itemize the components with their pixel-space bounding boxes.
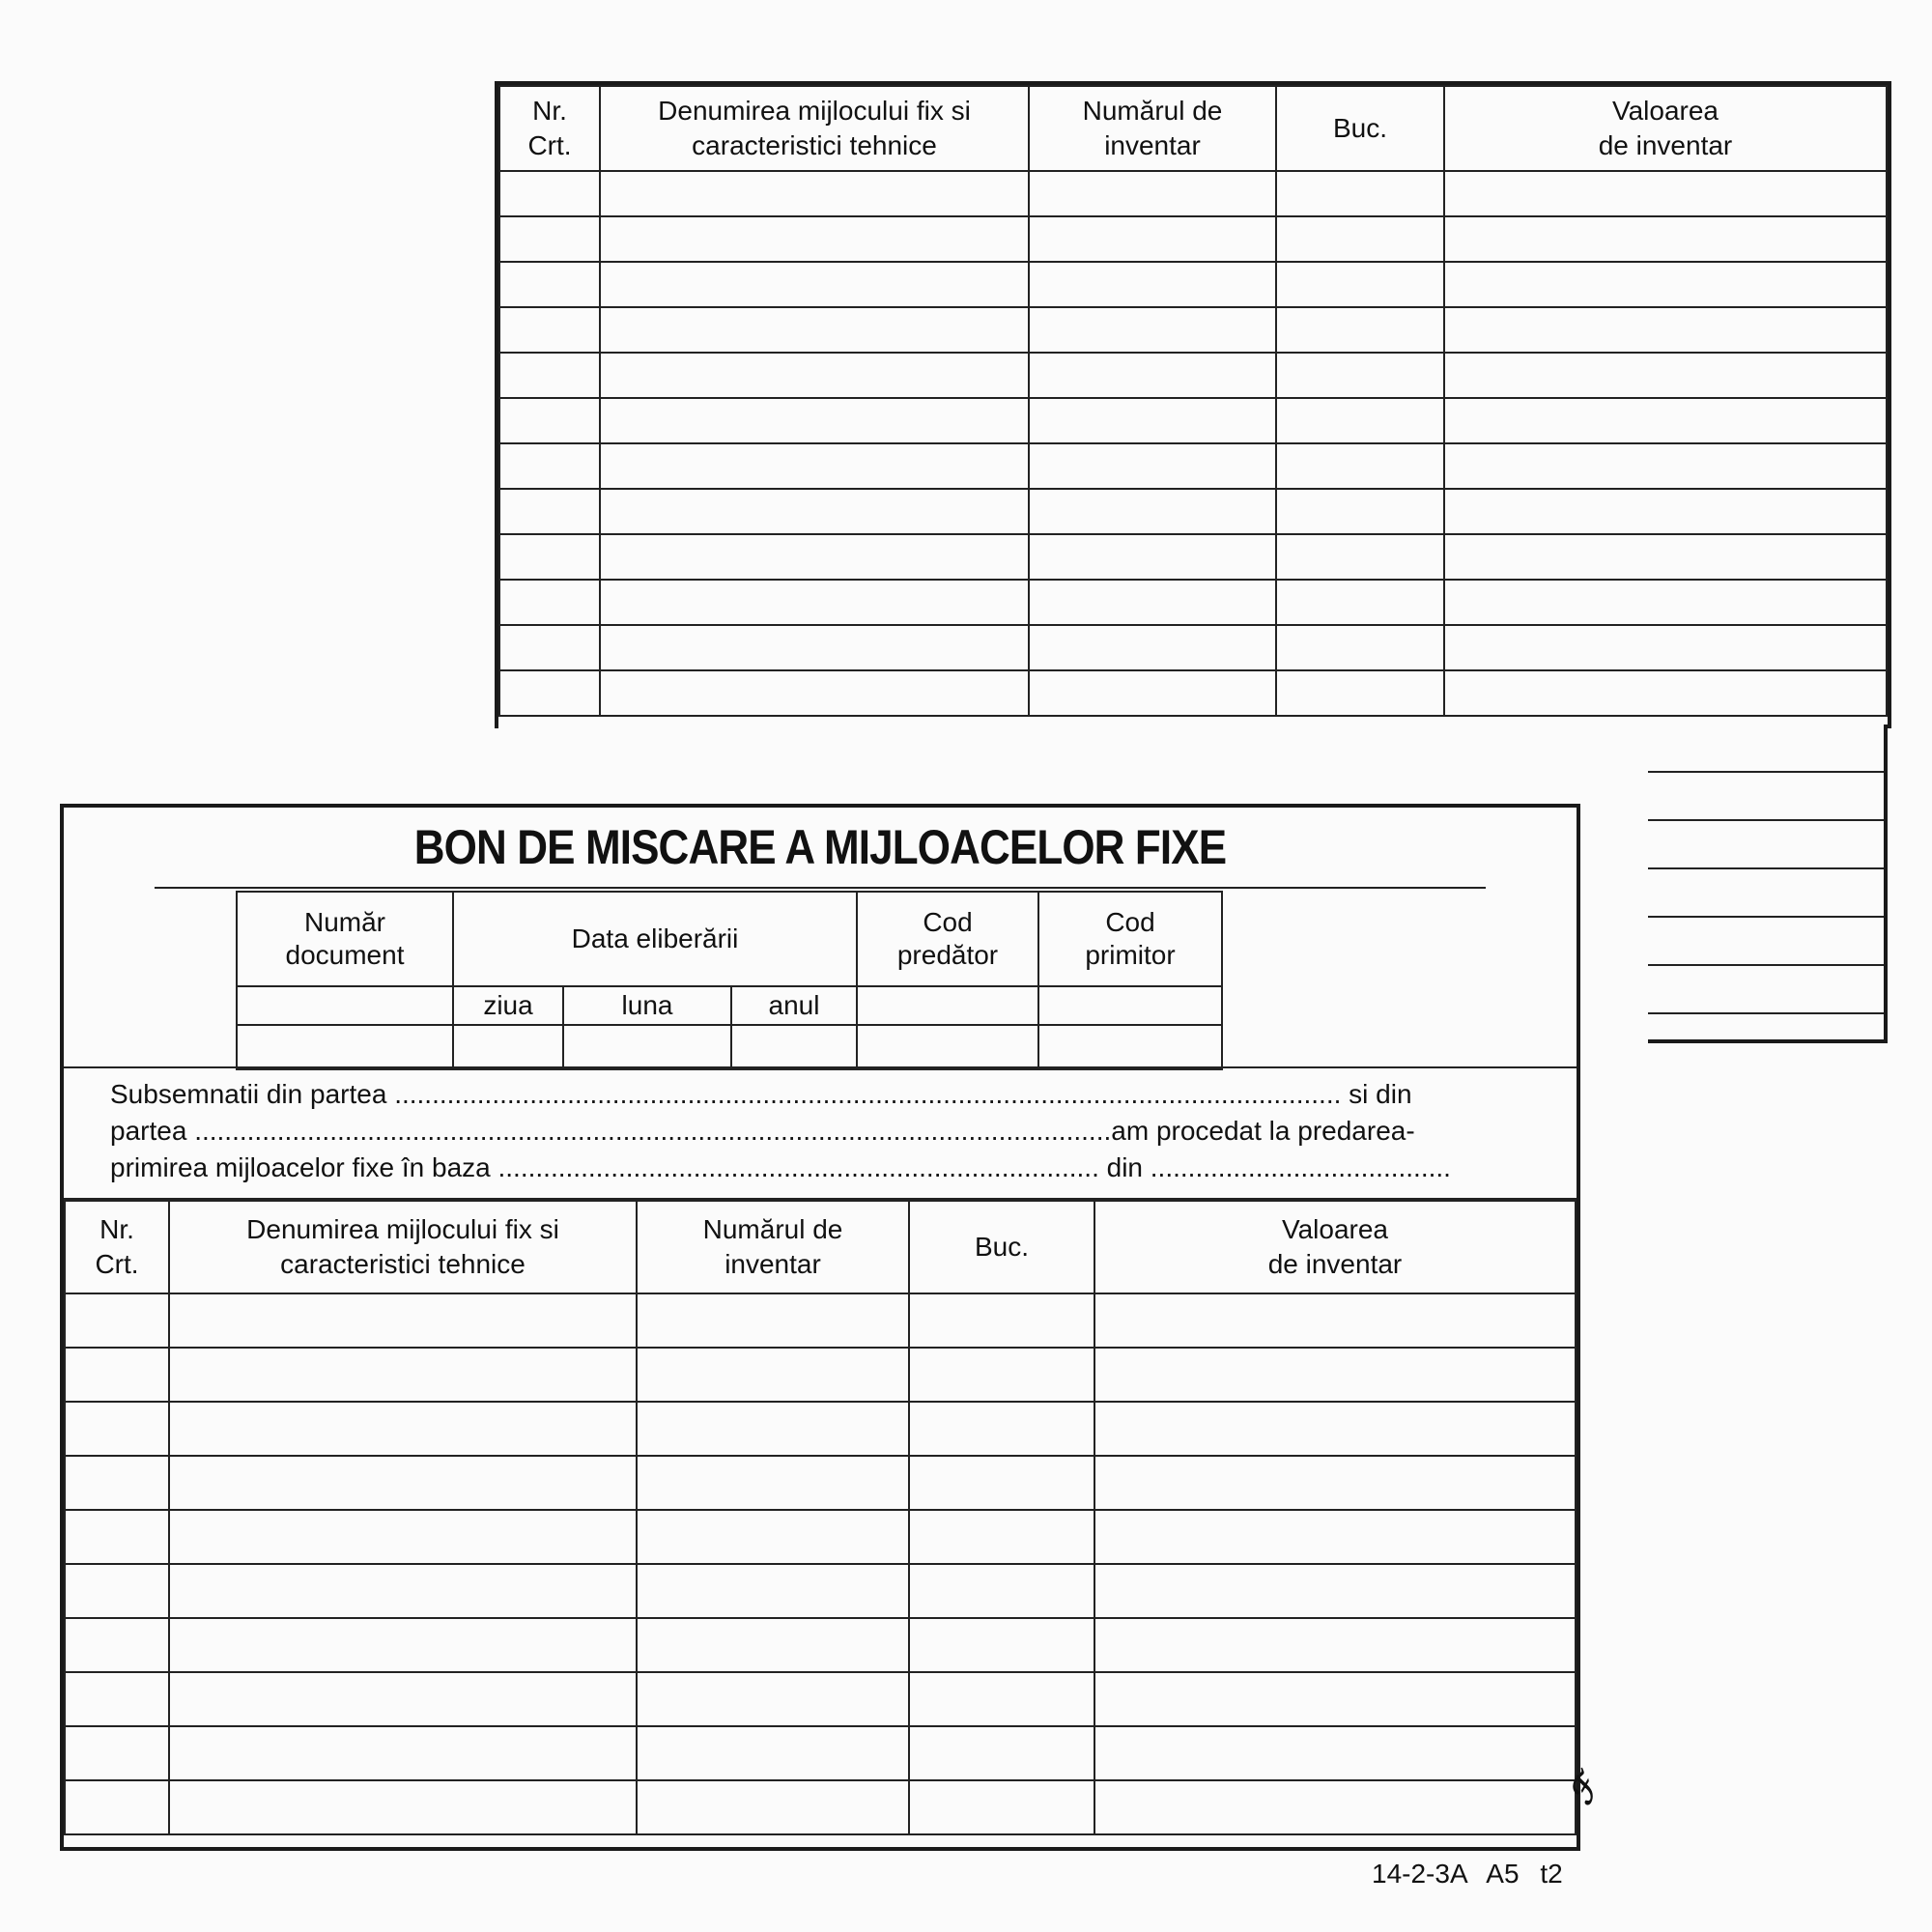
top-table-cell[interactable] — [1276, 262, 1444, 307]
top-table-cell[interactable] — [1276, 580, 1444, 625]
top-table-cell[interactable] — [1444, 171, 1887, 216]
top-table-row — [499, 443, 1887, 489]
items-table-cell[interactable] — [909, 1618, 1094, 1672]
top-table-cell[interactable] — [1029, 670, 1276, 716]
tail-row — [1648, 724, 1884, 773]
top-table-cell[interactable] — [1276, 670, 1444, 716]
items-table-cell[interactable] — [169, 1510, 637, 1564]
items-table-cell[interactable] — [637, 1780, 909, 1834]
items-table-row — [65, 1618, 1576, 1672]
top-table-cell[interactable] — [1444, 534, 1887, 580]
top-table-cell[interactable] — [1444, 625, 1887, 670]
top-table-cell[interactable] — [600, 216, 1029, 262]
top-table-row — [499, 262, 1887, 307]
items-table-cell[interactable] — [65, 1293, 169, 1348]
col-valoare: Valoarea de inventar — [1094, 1201, 1576, 1293]
items-table-cell[interactable] — [169, 1456, 637, 1510]
items-table-cell[interactable] — [909, 1510, 1094, 1564]
top-table-cell[interactable] — [600, 580, 1029, 625]
top-table-cell[interactable] — [1029, 171, 1276, 216]
dotted-fill-1[interactable]: .............................................................................................................................. — [394, 1079, 1342, 1109]
statement-line-2: partea ..........................................................................................................................am procedat la predarea- — [110, 1116, 1415, 1146]
tail-row — [1648, 821, 1884, 869]
top-table-cell[interactable] — [1029, 307, 1276, 353]
top-table-cell[interactable] — [600, 171, 1029, 216]
top-table-cell[interactable] — [1444, 398, 1887, 443]
items-table-cell[interactable] — [909, 1672, 1094, 1726]
cod-primitor-label: Cod primitor — [1038, 892, 1222, 986]
top-table-cell[interactable] — [1276, 216, 1444, 262]
items-table-cell[interactable] — [169, 1348, 637, 1402]
dotted-fill-2[interactable]: .......................................................................................................................... — [194, 1116, 1112, 1146]
top-table-row — [499, 307, 1887, 353]
items-table-body — [65, 1293, 1576, 1834]
items-table-cell[interactable] — [637, 1618, 909, 1672]
items-table-row — [65, 1510, 1576, 1564]
top-table-cell[interactable] — [1276, 625, 1444, 670]
tail-row — [1648, 966, 1884, 1014]
statement-line-1: Subsemnatii din partea .............................................................................................................................. si din — [110, 1079, 1412, 1109]
items-table-row — [65, 1780, 1576, 1834]
bon-de-miscare-form — [60, 804, 1580, 1851]
items-table-cell[interactable] — [909, 1348, 1094, 1402]
top-col-nr-crt: Nr. Crt. — [499, 86, 600, 171]
top-table-cell[interactable] — [1029, 353, 1276, 398]
top-sheet-tail — [1648, 724, 1888, 1043]
top-table-cell[interactable] — [1444, 443, 1887, 489]
top-col-numar-inventar: Numărul de inventar — [1029, 86, 1276, 171]
col-numar-inventar: Numărul de inventar — [637, 1201, 909, 1293]
top-table-cell[interactable] — [600, 307, 1029, 353]
tail-row — [1648, 918, 1884, 966]
items-table-cell[interactable] — [1094, 1510, 1576, 1564]
top-table-cell[interactable] — [1444, 489, 1887, 534]
items-table-row — [65, 1348, 1576, 1402]
top-table-row — [499, 398, 1887, 443]
items-table-cell[interactable] — [65, 1672, 169, 1726]
items-table-cell[interactable] — [909, 1564, 1094, 1618]
top-table-cell[interactable] — [1029, 398, 1276, 443]
top-table-row — [499, 489, 1887, 534]
items-table-cell[interactable] — [1094, 1564, 1576, 1618]
numar-document-field[interactable] — [237, 986, 453, 1025]
top-col-buc: Buc. — [1276, 86, 1444, 171]
top-table-cell[interactable] — [600, 534, 1029, 580]
cod-primitor-field[interactable] — [1038, 986, 1222, 1025]
top-table-cell[interactable] — [600, 670, 1029, 716]
items-table-row — [65, 1456, 1576, 1510]
luna-field[interactable] — [563, 1025, 731, 1069]
top-table-cell[interactable] — [1276, 307, 1444, 353]
items-table-row — [65, 1564, 1576, 1618]
items-table-cell[interactable] — [1094, 1402, 1576, 1456]
items-table-cell[interactable] — [637, 1672, 909, 1726]
col-buc: Buc. — [909, 1201, 1094, 1293]
top-table-cell[interactable] — [1029, 625, 1276, 670]
items-table-cell[interactable] — [65, 1456, 169, 1510]
anul-label: anul — [731, 986, 857, 1025]
top-table-cell[interactable] — [600, 443, 1029, 489]
top-table-cell[interactable] — [1276, 398, 1444, 443]
items-table-cell[interactable] — [1094, 1348, 1576, 1402]
top-table-cell[interactable] — [600, 625, 1029, 670]
items-table-cell[interactable] — [169, 1402, 637, 1456]
items-table-cell[interactable] — [1094, 1672, 1576, 1726]
items-table-cell[interactable] — [637, 1293, 909, 1348]
items-table-cell[interactable] — [1094, 1618, 1576, 1672]
top-table-cell[interactable] — [1444, 580, 1887, 625]
dotted-fill-4[interactable]: ........................................ — [1150, 1152, 1451, 1182]
top-table-cell[interactable] — [1444, 216, 1887, 262]
top-table-cell[interactable] — [600, 398, 1029, 443]
top-table-row — [499, 171, 1887, 216]
items-table-cell[interactable] — [909, 1402, 1094, 1456]
cod-predator-label: Cod predător — [857, 892, 1038, 986]
items-table-cell[interactable] — [909, 1726, 1094, 1780]
form-title: BON DE MISCARE A MIJLOACELOR FIXE — [155, 808, 1486, 889]
top-table-cell[interactable] — [1444, 307, 1887, 353]
items-table-cell[interactable] — [65, 1402, 169, 1456]
top-table-cell[interactable] — [1029, 489, 1276, 534]
ziua-field[interactable] — [453, 1025, 563, 1069]
top-table-cell[interactable] — [499, 398, 600, 443]
statement-text — [110, 1076, 1536, 1186]
cod-predator-field[interactable] — [857, 986, 1038, 1025]
form-code: 14-2-3A A5 t2 — [1372, 1859, 1563, 1889]
top-table-cell[interactable] — [499, 171, 600, 216]
items-table-row — [65, 1402, 1576, 1456]
cod-primitor-value[interactable] — [1038, 1025, 1222, 1069]
top-col-valoare: Valoarea de inventar — [1444, 86, 1887, 171]
top-table-row — [499, 534, 1887, 580]
luna-label: luna — [563, 986, 731, 1025]
top-table-cell[interactable] — [600, 353, 1029, 398]
data-eliberarii-label: Data eliberării — [453, 892, 857, 986]
ziua-label: ziua — [453, 986, 563, 1025]
top-table-cell[interactable] — [600, 489, 1029, 534]
top-table-cell[interactable] — [499, 625, 600, 670]
top-table-cell[interactable] — [1029, 534, 1276, 580]
items-table-cell[interactable] — [169, 1726, 637, 1780]
top-table-body — [499, 171, 1887, 716]
top-table-cell[interactable] — [499, 307, 600, 353]
items-table-cell[interactable] — [909, 1780, 1094, 1834]
top-table-cell[interactable] — [499, 443, 600, 489]
tail-row — [1648, 869, 1884, 918]
top-table-cell[interactable] — [1029, 580, 1276, 625]
items-table-cell[interactable] — [65, 1780, 169, 1834]
top-table-row — [499, 670, 1887, 716]
items-table — [64, 1200, 1577, 1835]
top-table-cell[interactable] — [1276, 353, 1444, 398]
top-table-cell[interactable] — [1029, 443, 1276, 489]
top-table-row — [499, 353, 1887, 398]
col-denumire: Denumirea mijlocului fix si caracteristici tehnice — [169, 1201, 637, 1293]
items-table-row — [65, 1672, 1576, 1726]
items-table-cell[interactable] — [65, 1618, 169, 1672]
top-table-cell[interactable] — [1029, 262, 1276, 307]
items-table-cell[interactable] — [1094, 1726, 1576, 1780]
dotted-fill-3[interactable]: ................................................................................ — [497, 1152, 1099, 1182]
items-table-cell[interactable] — [637, 1456, 909, 1510]
items-table-wrap — [64, 1198, 1577, 1835]
top-table-cell[interactable] — [499, 534, 600, 580]
header-divider — [64, 1066, 1577, 1068]
cod-predator-value[interactable] — [857, 1025, 1038, 1069]
numar-document-label: Număr document — [237, 892, 453, 986]
top-sheet-table — [495, 81, 1891, 728]
items-table-cell[interactable] — [169, 1618, 637, 1672]
items-table-cell[interactable] — [637, 1726, 909, 1780]
items-table-row — [65, 1726, 1576, 1780]
items-table-cell[interactable] — [637, 1564, 909, 1618]
statement-line-3: primirea mijloacelor fixe în baza ................................................................................ din ........................................ — [110, 1152, 1451, 1182]
items-table-row — [65, 1293, 1576, 1348]
header-table — [236, 891, 1223, 1070]
top-table-cell[interactable] — [1029, 216, 1276, 262]
items-table-cell[interactable] — [169, 1293, 637, 1348]
numar-document-value[interactable] — [237, 1025, 453, 1069]
items-table-cell[interactable] — [1094, 1293, 1576, 1348]
top-table-cell[interactable] — [1276, 443, 1444, 489]
top-table-row — [499, 580, 1887, 625]
items-table-cell[interactable] — [637, 1510, 909, 1564]
items-table-cell[interactable] — [65, 1510, 169, 1564]
items-table-cell[interactable] — [637, 1402, 909, 1456]
items-table-cell[interactable] — [909, 1293, 1094, 1348]
anul-field[interactable] — [731, 1025, 857, 1069]
items-table-cell[interactable] — [65, 1564, 169, 1618]
top-table-cell[interactable] — [499, 216, 600, 262]
items-table-cell[interactable] — [169, 1672, 637, 1726]
top-table-cell[interactable] — [499, 262, 600, 307]
items-table-cell[interactable] — [65, 1348, 169, 1402]
top-table-row — [499, 625, 1887, 670]
top-table-cell[interactable] — [499, 580, 600, 625]
items-table-cell[interactable] — [169, 1564, 637, 1618]
col-nr-crt: Nr. Crt. — [65, 1201, 169, 1293]
top-table-cell[interactable] — [1276, 489, 1444, 534]
items-table-cell[interactable] — [65, 1726, 169, 1780]
printer-logo-icon: ℱ — [1562, 1770, 1607, 1811]
top-table-cell[interactable] — [600, 262, 1029, 307]
top-table-cell[interactable] — [1444, 262, 1887, 307]
top-table-row — [499, 216, 1887, 262]
items-table-cell[interactable] — [1094, 1456, 1576, 1510]
items-table-cell[interactable] — [637, 1348, 909, 1402]
top-table-cell[interactable] — [1276, 171, 1444, 216]
top-table-cell[interactable] — [499, 670, 600, 716]
top-table-cell[interactable] — [1276, 534, 1444, 580]
top-table-cell[interactable] — [1444, 353, 1887, 398]
items-table-cell[interactable] — [1094, 1780, 1576, 1834]
top-col-denumire: Denumirea mijlocului fix si caracteristici tehnice — [600, 86, 1029, 171]
items-table-cell[interactable] — [909, 1456, 1094, 1510]
items-table-cell[interactable] — [169, 1780, 637, 1834]
top-table-cell[interactable] — [499, 489, 600, 534]
top-table-cell[interactable] — [1444, 670, 1887, 716]
tail-row — [1648, 773, 1884, 821]
top-table-cell[interactable] — [499, 353, 600, 398]
